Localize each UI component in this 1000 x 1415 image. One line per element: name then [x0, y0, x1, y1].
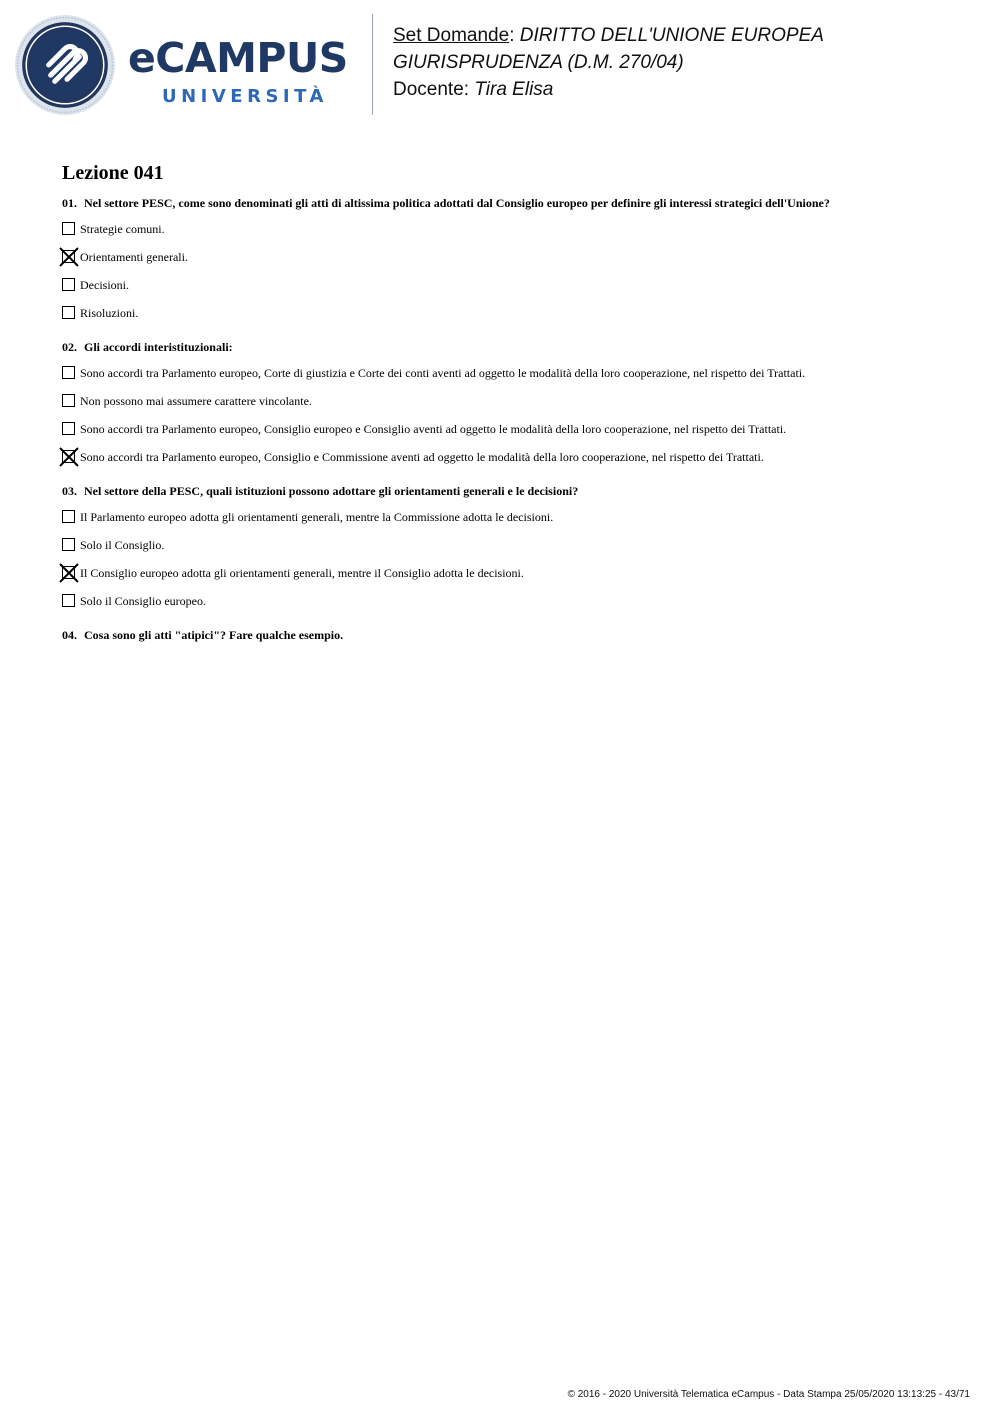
- set-separator: :: [509, 25, 520, 46]
- question-number: 04.: [62, 628, 77, 642]
- answer-text: Sono accordi tra Parlamento europeo, Corte di giustizia e Corte dei conti aventi ad oggetto le modalità della loro cooperazione, nel rispetto dei Trattati.: [80, 366, 806, 380]
- brand-name: eCAMPUS: [128, 34, 348, 82]
- answer-text: Sono accordi tra Parlamento europeo, Consiglio europeo e Consiglio aventi ad oggetto le modalità della loro cooperazione, nel rispetto dei Trattati.: [80, 422, 787, 436]
- page-footer: © 2016 - 2020 Università Telematica eCampus - Data Stampa 25/05/2020 13:13:25 - 43/71: [567, 1389, 970, 1400]
- checkbox[interactable]: [62, 366, 75, 379]
- checkbox[interactable]: [62, 222, 75, 235]
- question-text: [62, 195, 942, 211]
- answer-option[interactable]: [62, 221, 942, 249]
- page-header: [0, 0, 1000, 130]
- answer-option[interactable]: [62, 365, 942, 393]
- question-text: [62, 339, 942, 355]
- answer-option[interactable]: [62, 565, 942, 593]
- question-01: [62, 195, 942, 333]
- answer-option[interactable]: [62, 593, 942, 621]
- answer-text: Il Parlamento europeo adotta gli orientamenti generali, mentre la Commissione adotta le decisioni.: [80, 510, 554, 524]
- answer-option[interactable]: [62, 305, 942, 333]
- lesson-title: Lezione 041: [62, 162, 164, 184]
- set-line: [393, 22, 824, 49]
- answer-option[interactable]: [62, 509, 942, 537]
- header-divider: [372, 14, 373, 115]
- course-title: DIRITTO DELL'UNIONE EUROPEA: [519, 25, 824, 46]
- question-number: 03.: [62, 484, 77, 498]
- question-text: [62, 483, 942, 499]
- question-02: [62, 339, 942, 477]
- answer-option[interactable]: [62, 537, 942, 565]
- answer-text: Sono accordi tra Parlamento europeo, Consiglio e Commissione aventi ad oggetto le modalità della loro cooperazione, nel rispetto dei Trattati.: [80, 450, 764, 464]
- question-text: [62, 627, 942, 643]
- answer-text: Risoluzioni.: [80, 306, 139, 320]
- teacher-separator: :: [463, 79, 475, 100]
- checkbox[interactable]: [62, 538, 75, 551]
- course-subtitle: GIURISPRUDENZA (D.M. 270/04): [393, 52, 684, 73]
- checkbox[interactable]: [62, 278, 75, 291]
- answer-text: Solo il Consiglio europeo.: [80, 594, 206, 608]
- answer-option[interactable]: [62, 277, 942, 305]
- teacher-line: [393, 76, 824, 103]
- checkbox[interactable]: [62, 594, 75, 607]
- answer-text: Solo il Consiglio.: [80, 538, 165, 552]
- check-cross-icon: [58, 246, 80, 268]
- answer-text: Orientamenti generali.: [80, 250, 188, 264]
- question-label: Gli accordi interistituzionali:: [84, 340, 233, 354]
- question-number: 01.: [62, 196, 77, 210]
- checkbox[interactable]: [62, 306, 75, 319]
- lesson-content: [62, 160, 942, 653]
- answer-text: Non possono mai assumere carattere vincolante.: [80, 394, 312, 408]
- teacher-name: Tira Elisa: [474, 79, 554, 100]
- answer-option[interactable]: [62, 249, 942, 277]
- question-03: [62, 483, 942, 621]
- check-cross-icon: [58, 562, 80, 584]
- question-number: 02.: [62, 340, 77, 354]
- checkbox[interactable]: [62, 422, 75, 435]
- set-info: [393, 22, 824, 103]
- question-label: Nel settore PESC, come sono denominati gli atti di altissima politica adottati dal Consiglio europeo per definire gli interessi strategici dell'Unione?: [84, 196, 830, 210]
- answer-text: Decisioni.: [80, 278, 129, 292]
- checkbox[interactable]: [62, 510, 75, 523]
- brand-subtitle: UNIVERSITÀ: [162, 86, 328, 107]
- answer-text: Il Consiglio europeo adotta gli orientamenti generali, mentre il Consiglio adotta le decisioni.: [80, 566, 524, 580]
- answer-option[interactable]: [62, 449, 942, 477]
- brand-logo: [128, 34, 358, 118]
- check-cross-icon: [58, 446, 80, 468]
- set-label: Set Domande: [393, 25, 510, 46]
- checkbox[interactable]: [62, 394, 75, 407]
- university-seal-logo: [14, 14, 116, 116]
- question-04: [62, 627, 942, 643]
- answer-text: Strategie comuni.: [80, 222, 165, 236]
- answer-option[interactable]: [62, 393, 942, 421]
- answer-option[interactable]: [62, 421, 942, 449]
- question-label: Cosa sono gli atti "atipici"? Fare qualche esempio.: [84, 628, 344, 642]
- question-label: Nel settore della PESC, quali istituzioni possono adottare gli orientamenti generali e le decisioni?: [84, 484, 579, 498]
- teacher-label: Docente: [393, 79, 464, 100]
